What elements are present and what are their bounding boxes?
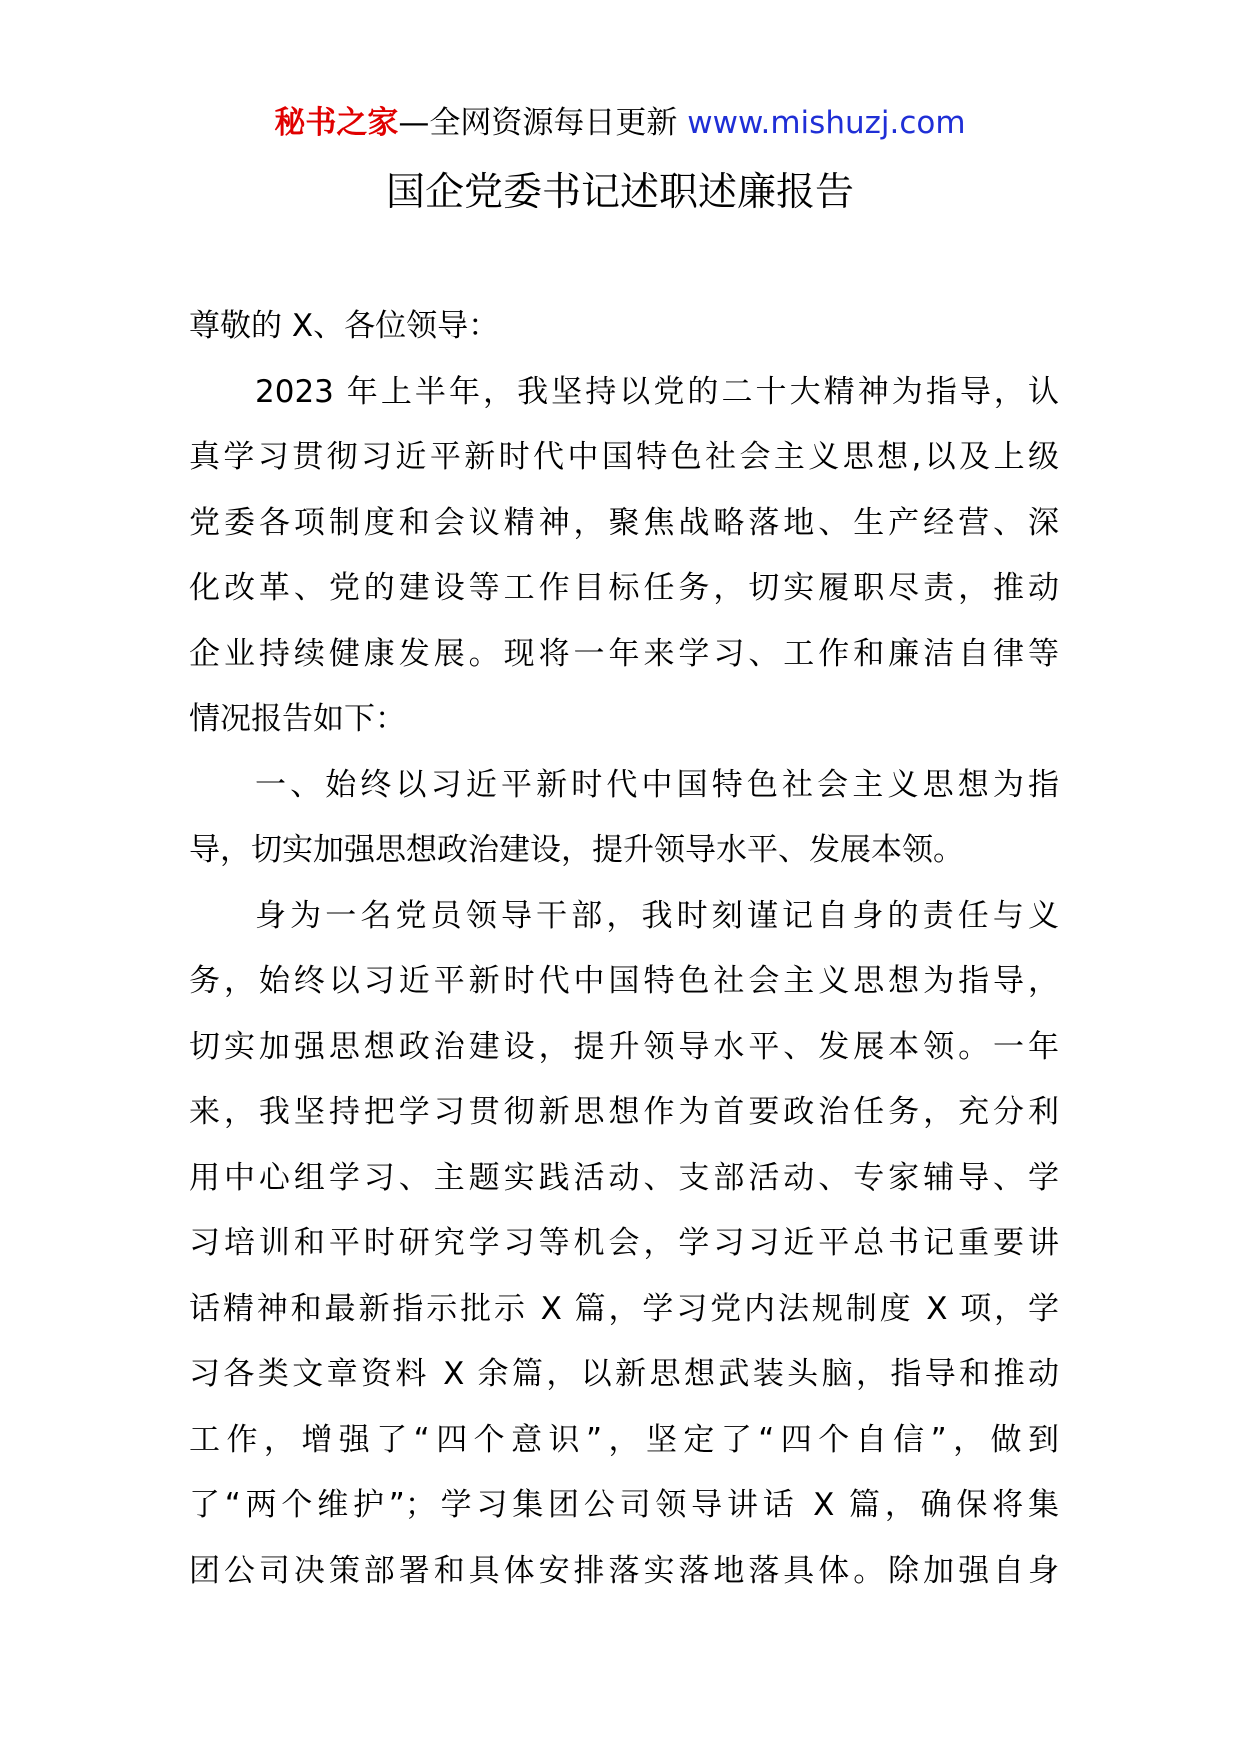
body-line: 2023 年上半年，我坚持以党的二十大精神为指导，认 bbox=[255, 373, 1059, 410]
body-line: 化改革、党的建设等工作目标任务，切实履职尽责，推动 bbox=[189, 570, 1059, 606]
body-line: 了“两个维护”；学习集团公司领导讲话 X 篇，确保将集 bbox=[189, 1487, 1059, 1523]
salutation: 尊敬的 X、各位领导： bbox=[189, 308, 500, 344]
body-line: 切实加强思想政治建设，提升领导水平、发展本领。一年 bbox=[189, 1028, 1059, 1065]
body-lines bbox=[189, 360, 1059, 1605]
body-line: 工作，增强了“四个意识”，坚定了“四个自信”，做到 bbox=[189, 1421, 1059, 1458]
body-line: 导，切实加强思想政治建设，提升领导水平、发展本领。 bbox=[189, 832, 964, 868]
site-url: www.mishuzj.com bbox=[687, 105, 966, 141]
body-line: 情况报告如下： bbox=[189, 701, 406, 737]
brand-name: 秘书之家 bbox=[274, 105, 399, 141]
body-line: 务，始终以习近平新时代中国特色社会主义思想为指导， bbox=[189, 963, 1059, 999]
body-line: 团公司决策部署和具体安排落实落地落具体。除加强自身 bbox=[189, 1552, 1059, 1589]
body-line: 真学习贯彻习近平新时代中国特色社会主义思想,以及上级 bbox=[189, 439, 1059, 475]
body-line: 习培训和平时研究学习等机会，学习习近平总书记重要讲 bbox=[189, 1225, 1059, 1261]
body-line: 习各类文章资料 X 余篇，以新思想武装头脑，指导和推动 bbox=[189, 1356, 1059, 1392]
body-line: 一、始终以习近平新时代中国特色社会主义思想为指 bbox=[255, 766, 1059, 803]
body-line: 企业持续健康发展。现将一年来学习、工作和廉洁自律等 bbox=[189, 635, 1059, 672]
site-tagline: —全网资源每日更新 bbox=[398, 105, 688, 141]
document-body bbox=[189, 294, 1059, 1604]
body-line: 话精神和最新指示批示 X 篇，学习党内法规制度 X 项，学 bbox=[189, 1290, 1059, 1327]
body-line: 用中心组学习、主题实践活动、支部活动、专家辅导、学 bbox=[189, 1159, 1059, 1196]
body-line: 身为一名党员领导干部，我时刻谨记自身的责任与义 bbox=[255, 897, 1059, 934]
body-line: 党委各项制度和会议精神，聚焦战略落地、生产经营、深 bbox=[189, 504, 1059, 541]
body-line: 来，我坚持把学习贯彻新思想作为首要政治任务，充分利 bbox=[189, 1094, 1059, 1130]
site-header bbox=[0, 100, 1240, 146]
document-title: 国企党委书记述职述廉报告 bbox=[385, 170, 854, 215]
